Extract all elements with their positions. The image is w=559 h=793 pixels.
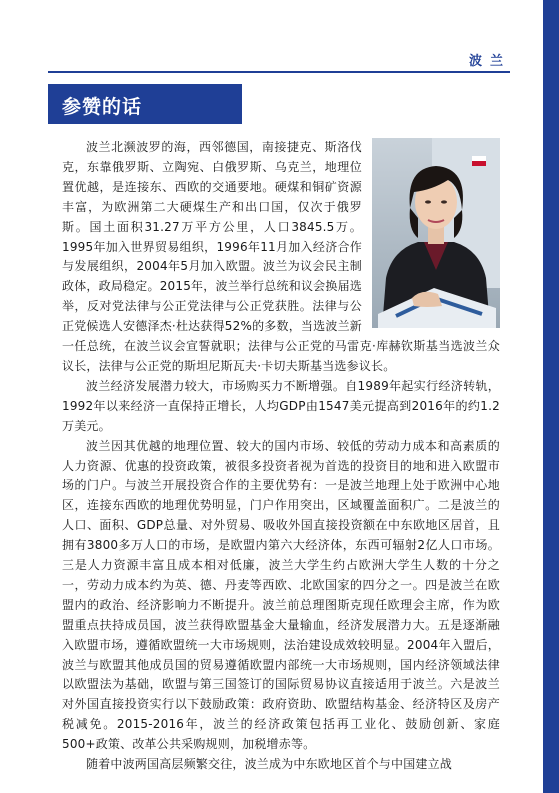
paragraph-economy: 波兰经济发展潜力较大，市场购买力不断增强。自1989年起实行经济转轨，1992年以来经济一直保持正增长，人均GDP由1547美元提高到2016年的约1.2万美元。 [62, 378, 500, 433]
paragraph-investment-advantages: 波兰因其优越的地理位置、较大的国内市场、较低的劳动力成本和高素质的人力资源、优惠的投资政策，被很多投资者视为首选的投资目的地和进入欧盟市场的门户。与波兰开展投资合作的主要优势有：一是波兰地理上处于欧洲中心地区，连接东西欧的地理优势明显，门户作用突出，区域覆盖面积广。二是波兰的人口、面积、GDP总量、对外贸易、吸收外国直接投资额在中东欧地区居首，且拥有3800多万人口的市场，是欧盟内第六大经济体，东西可辐射2亿人口市场。三是人力资源丰富且成本相对低廉，波兰大学生约占欧洲大学生人数的十分之一，劳动力成本约为英、德、丹麦等西欧、北欧国家的四分之一。四是波兰在欧盟内的政治、经济影响力不断提升。波兰前总理图斯克现任欧理会主席，作为欧盟重点扶持成员国，波兰获得欧盟基金大量输血，经济发展潜力大。五是逐渐融入欧盟市场，遵循欧盟统一大市场规则，法治建设成效较明显。2004年入盟后，波兰与欧盟其他成员国的贸易遵循欧盟内部统一大市场规则，国内经济领域法律以欧盟法为基础，欧盟与第三国签订的国际贸易协议直接适用于波兰。六是波兰对外国直接投资实行以下鼓励政策：政府资助、欧盟结构基金、经济特区及房产税减免。2015-2016年，波兰的经济政策包括再工业化、鼓励创新、家庭500+政策、改革公共采购规则，加税增赤等。 [62, 438, 500, 752]
article-body [62, 138, 500, 775]
paragraph-geography-politics: 波兰北濒波罗的海，西邻德国，南接捷克、斯洛伐克，东靠俄罗斯、立陶宛、白俄罗斯、乌克兰，地理位置优越，是连接东、西欧的交通要地。硬煤和铜矿资源丰富，为欧洲第二大硬煤生产和出口国，仅次于俄罗斯。国土面积31.27万平方公里，人口3845.5万。1995年加入世界贸易组织，1996年11月加入经济合作与发展组织，2004年5月加入欧盟。波兰为议会民主制政体，政局稳定。2015年，波兰举行总统和议会换届选举，反对党法律与公正党法律与公正党获胜。法律与公正党候选人安德泽杰·杜达获得52%的多数，当选波兰新一任总统，在波兰议会宣誓就职；法律与公正党的马雷克·库赫钦斯基当选波兰众议长，法律与公正党的斯坦尼斯瓦夫·卡切夫斯基当选参议长。 [62, 140, 500, 373]
section-title-band [48, 84, 242, 124]
photo-float-spacer [362, 138, 500, 334]
edge-bar [543, 0, 559, 793]
running-header-country: 波兰 [468, 54, 511, 69]
paragraph-china-relations: 随着中波两国高层频繁交往，波兰成为中东欧地区首个与中国建立战 [86, 757, 453, 772]
section-title: 参赞的话 [62, 96, 143, 118]
header-rule [48, 71, 510, 73]
